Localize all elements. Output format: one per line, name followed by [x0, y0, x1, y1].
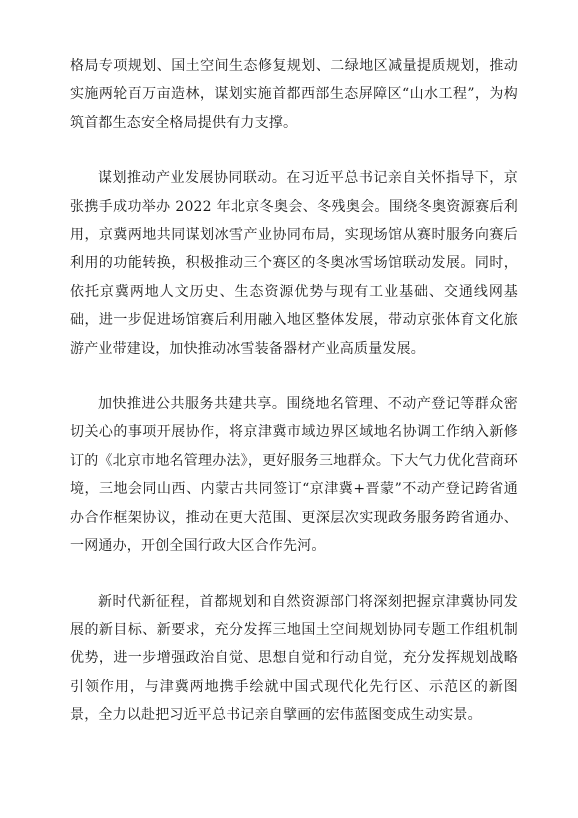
paragraph-public-services: 加快推进公共服务共建共享。围绕地名管理、不动产登记等群众密切关心的事项开展协作，将京津冀市域边界区域地名协调工作纳入新修订的《北京市地名管理办法》，更好服务三地群众。下大气力优化营商环境，三地会同山西、内蒙古共同签订“京津冀+晋蒙”不动产登记跨省通办合作框架协议，推动在更大范围、更深层次实现政务服务跨省通办、一网通办，开创全国行政大区合作先河。: [70, 396, 518, 555]
paragraph-gap: [70, 561, 518, 588]
paragraph-gap: [70, 137, 518, 164]
paragraph-industry-coordination: 谋划推动产业发展协同联动。在习近平总书记亲自关怀指导下，京张携手成功举办 2022 年北京冬奥会、冬残奥会。围绕冬奥资源赛后利用，京冀两地共同谋划冰雪产业协同布局，实现场馆从赛时服务向赛后利用的功能转换，积极推动三个赛区的冬奥冰雪场馆联动发展。同时，依托京冀两地人文历史、生态资源优势与现有工业基础、交通线网基础，进一步促进场馆赛后利用融入地区整体发展，带动京张体育文化旅游产业带建设，加快推动冰雪装备器材产业高质量发展。: [70, 170, 518, 357]
paragraph-gap: [70, 363, 518, 390]
paragraph-new-era-outlook: 新时代新征程，首都规划和自然资源部门将深刻把握京津冀协同发展的新目标、新要求，充分发挥三地国土空间规划协同专题工作组机制优势，进一步增强政治自觉、思想自觉和行动自觉，充分发挥规划战略引领作用，与津冀两地携手绘就中国式现代化先行区、示范区的新图景，全力以赴把习近平总书记亲自擘画的宏伟蓝图变成生动实景。: [70, 593, 518, 724]
document-page: [70, 52, 518, 730]
paragraph-ecology-continuation: 格局专项规划、国土空间生态修复规划、二绿地区减量提质规划，推动实施两轮百万亩造林，谋划实施首都西部生态屏障区“山水工程”，为构筑首都生态安全格局提供有力支撑。: [70, 58, 518, 131]
